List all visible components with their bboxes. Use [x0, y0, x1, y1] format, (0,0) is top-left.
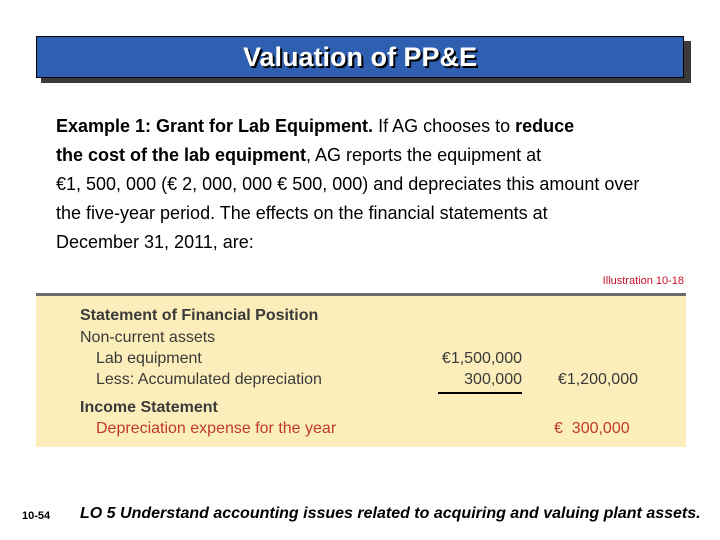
lab-equipment-value: €1,500,000: [441, 350, 522, 367]
depreciation-expense-value: € 300,000: [554, 420, 630, 437]
depreciation-expense-label: Depreciation expense for the year: [96, 420, 337, 437]
body-line-2-text: , AG reports the equipment at: [306, 145, 542, 165]
illustration-label: Illustration 10-18: [602, 275, 684, 287]
subtotal-underline: [438, 392, 522, 394]
net-book-value: €1,200,000: [557, 371, 638, 388]
accumulated-depreciation-label: Less: Accumulated depreciation: [96, 371, 322, 388]
body-line-1-text: If AG chooses to: [373, 116, 516, 136]
body-line-1: [56, 112, 706, 141]
financial-statement-panel: [36, 293, 686, 447]
sfp-header: Statement of Financial Position: [80, 307, 319, 324]
noncurrent-assets-label: Non-current assets: [80, 329, 216, 346]
slide-title: Valuation of PP&E: [242, 41, 478, 72]
body-line-5: December 31, 2011, are:: [56, 232, 254, 252]
lab-equipment-label: Lab equipment: [96, 350, 202, 367]
income-statement-header: Income Statement: [80, 399, 218, 416]
title-bar: [36, 36, 684, 78]
slide-number: 10-54: [22, 510, 51, 522]
body-line-1-bold: reduce: [515, 116, 575, 136]
body-line-3: €1, 500, 000 (€ 2, 000, 000 € 500, 000) and depreciates this amount over: [56, 174, 640, 194]
accumulated-depreciation-value: 300,000: [464, 371, 522, 388]
body-line-2-bold: the cost of the lab equipment: [56, 145, 307, 165]
body-line-2: [56, 141, 706, 170]
example-heading: Example 1: Grant for Lab Equipment.: [56, 116, 374, 136]
body-line-4: the five-year period. The effects on the financial statements at: [56, 203, 548, 223]
body-text: [56, 112, 706, 257]
learning-objective: LO 5 Understand accounting issues related to acquiring and valuing plant assets.: [80, 505, 701, 522]
